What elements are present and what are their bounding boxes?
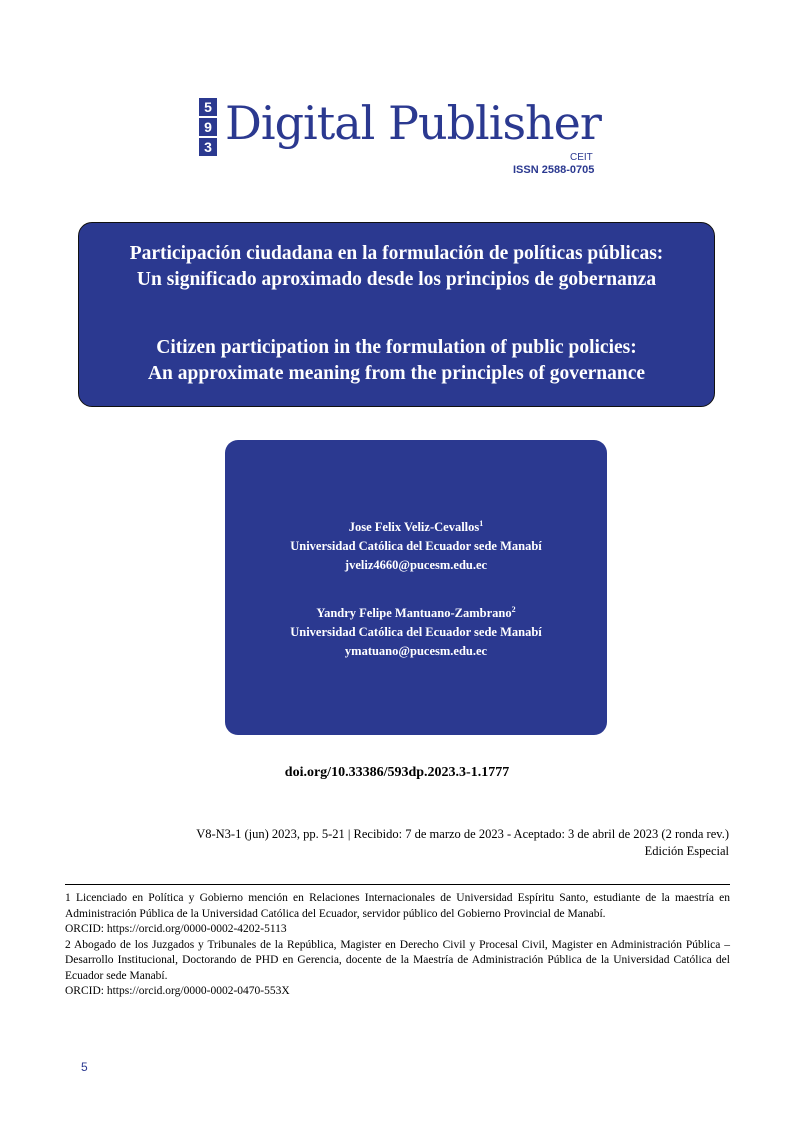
page-number: 5 [81, 1060, 88, 1074]
author-name-line [225, 518, 607, 537]
logo-digit: 5 [199, 98, 217, 116]
logo-digit: 3 [199, 138, 217, 156]
footnote-2: 2 Abogado de los Juzgados y Tribunales de la República, Magister en Derecho Civil y Procesal Civil, Magister en Administración Pública – Desarrollo Institucional, Doctorando de PHD en Gerencia, docente de la Maestría de Administración Pública de la Universidad Católica del Ecuador sede Manabí. [65, 938, 730, 982]
meta-line: V8-N3-1 (jun) 2023, pp. 5-21 | Recibido: 7 de marzo de 2023 - Aceptado: 3 de abril de 2023 (2 ronda rev.) [196, 827, 729, 841]
title-en-line1: Citizen participation in the formulation of public policies: [156, 337, 637, 358]
journal-logo [199, 98, 619, 182]
title-es-line1: Participación ciudadana en la formulación de políticas públicas: [129, 243, 664, 264]
author-email[interactable]: jveliz4660@pucesm.edu.ec [344, 558, 488, 572]
logo-sub: CEIT [570, 152, 593, 163]
author-email[interactable]: ymatuano@pucesm.edu.ec [344, 644, 488, 658]
title-box [78, 222, 715, 407]
orcid-1[interactable]: ORCID: https://orcid.org/0000-0002-4202-5113 [65, 923, 287, 935]
author-footnote-marker: 2 [511, 604, 516, 614]
author-name: Yandry Felipe Mantuano-Zambrano [316, 606, 512, 620]
title-spanish [79, 241, 714, 293]
footnote-divider [65, 884, 730, 885]
edition-label: Edición Especial [644, 844, 729, 858]
author-block [225, 518, 607, 575]
authors-box [225, 440, 607, 735]
author-footnote-marker: 1 [479, 518, 484, 528]
author-name: Jose Felix Veliz-Cevallos [348, 520, 480, 534]
logo-digit: 9 [199, 118, 217, 136]
title-en-line2: An approximate meaning from the principles of governance [147, 363, 646, 384]
doi-link[interactable]: doi.org/10.33386/593dp.2023.3-1.1777 [284, 765, 510, 780]
issn: ISSN 2588-0705 [513, 164, 595, 176]
author-name-line [225, 604, 607, 623]
publication-meta [196, 826, 729, 860]
title-english [79, 335, 714, 387]
author-block [225, 604, 607, 661]
author-affiliation: Universidad Católica del Ecuador sede Manabí [290, 625, 542, 639]
title-es-line2: Un significado aproximado desde los principios de gobernanza [136, 269, 657, 290]
footnote-1: 1 Licenciado en Política y Gobierno mención en Relaciones Internacionales de Universidad Espíritu Santo, estudiante de la maestría en Administración Pública de la Universidad Católica del Ecuador, servidor público del Gobierno Provincial de Manabí. [65, 892, 730, 920]
logo-digits [199, 98, 217, 158]
footnotes [65, 891, 730, 1000]
logo-name: Digital Publisher [225, 96, 601, 150]
orcid-2[interactable]: ORCID: https://orcid.org/0000-0002-0470-553X [65, 985, 290, 997]
author-affiliation: Universidad Católica del Ecuador sede Manabí [290, 539, 542, 553]
